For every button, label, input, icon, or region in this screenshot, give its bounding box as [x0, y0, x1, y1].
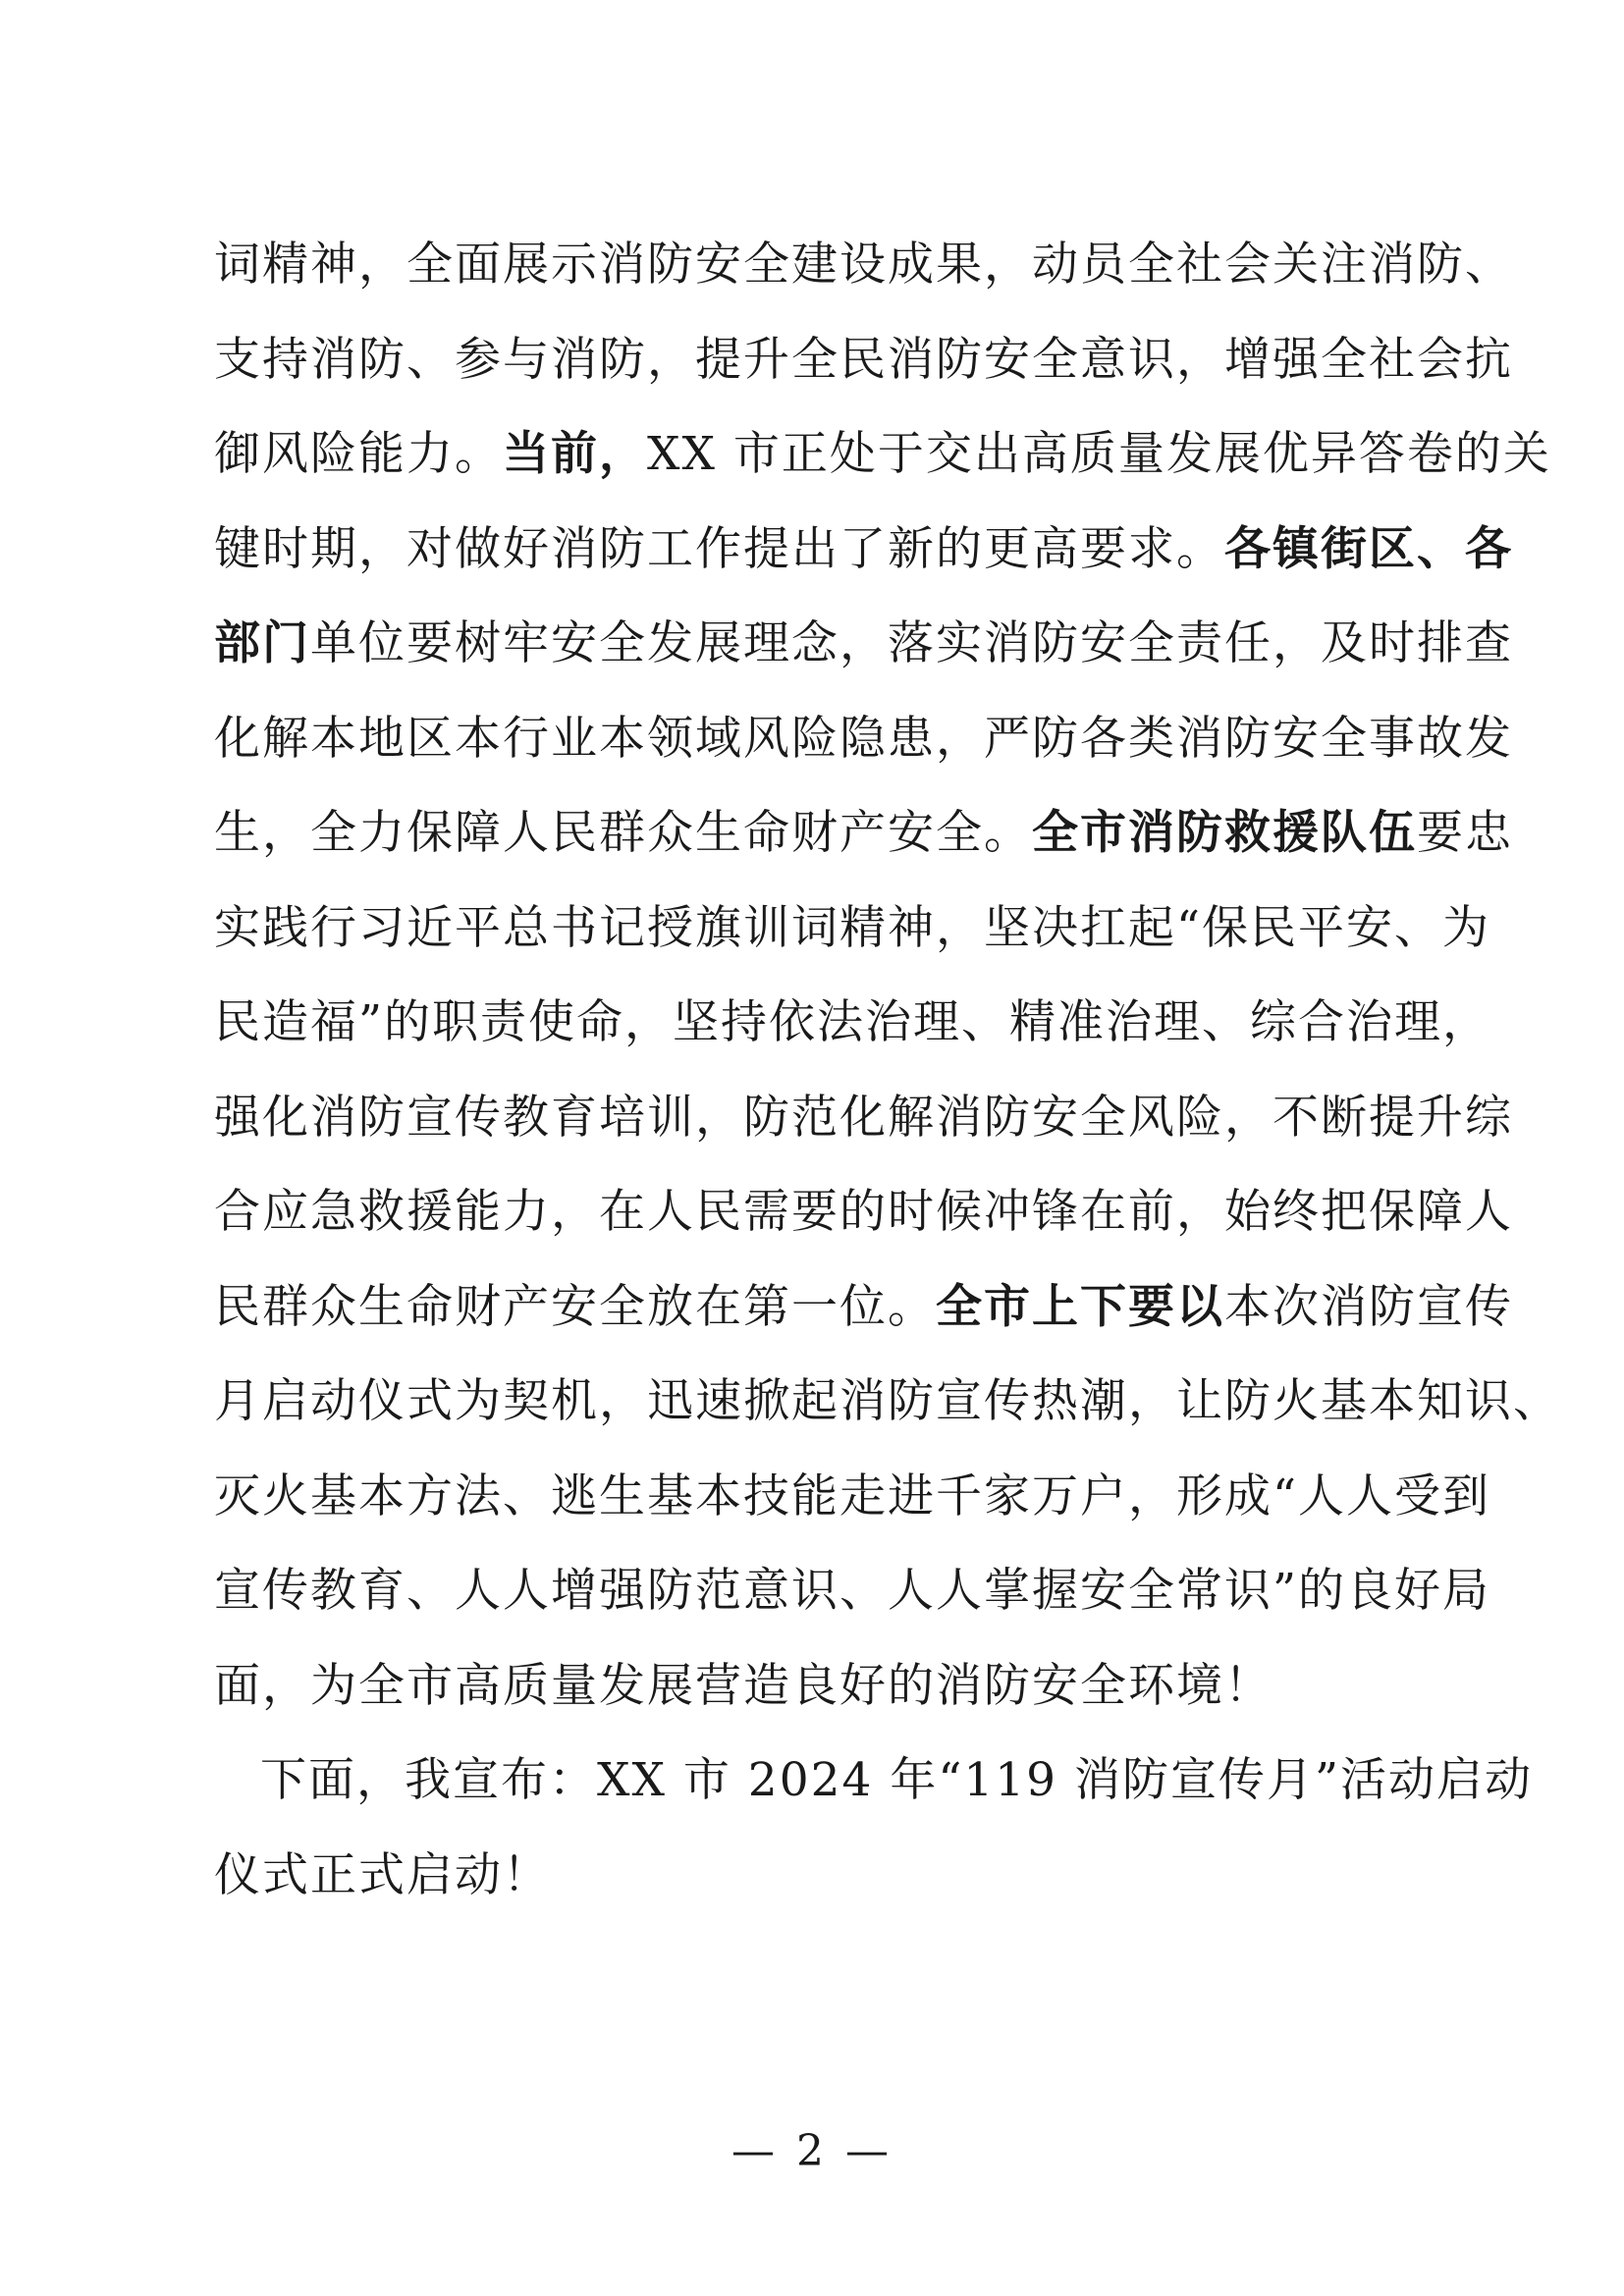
text-segment: 键时期，对做好消防工作提出了新的更高要求。 [214, 521, 1224, 576]
text-line [214, 503, 1513, 598]
text-segment: 本次消防宣传 [1224, 1279, 1513, 1334]
text-line [214, 218, 1513, 313]
text-line [214, 1829, 1432, 1924]
text-line [214, 1165, 1513, 1260]
bold-text-segment: 当前， [503, 427, 647, 481]
text-segment: XX 市正处于交出高质量发展优异答卷的关 [647, 427, 1551, 481]
bold-text-segment: 全市消防救援队伍 [1032, 806, 1417, 860]
bold-text-segment: 部门 [214, 616, 310, 670]
text-line [214, 1544, 1491, 1639]
text-segment: 单位要树牢安全发展理念，落实消防安全责任，及时排查 [310, 616, 1513, 670]
text-line [214, 1639, 1432, 1735]
text-line [214, 313, 1513, 408]
text-segment: 合应急救援能力，在人民需要的时候冲锋在前，始终把保障人 [214, 1185, 1513, 1239]
text-line [214, 976, 1491, 1071]
text-segment: 民造福”的职责使命，坚持依法治理、精准治理、综合治理， [214, 995, 1491, 1049]
text-segment: 御风险能力。 [214, 427, 503, 481]
text-segment: 下面，我宣布：XX 市 2024 年“119 消防宣传月”活动启动 [260, 1753, 1534, 1807]
text-segment: 词精神，全面展示消防安全建设成果，动员全社会关注消防、 [214, 238, 1513, 292]
text-segment: 化解本地区本行业本领域风险隐患，严防各类消防安全事故发 [214, 711, 1513, 766]
document-body [214, 218, 1561, 1923]
text-line [214, 597, 1513, 692]
text-segment: 要忠 [1417, 806, 1513, 860]
text-line [214, 407, 1551, 503]
text-line [214, 692, 1513, 787]
text-segment: 民群众生命财产安全放在第一位。 [214, 1279, 936, 1334]
text-line [214, 1734, 1534, 1829]
text-segment: 支持消防、参与消防，提升全民消防安全意识，增强全社会抗 [214, 332, 1513, 387]
text-segment: 强化消防宣传教育培训，防范化解消防安全风险，不断提升综 [214, 1090, 1513, 1145]
text-line [214, 786, 1513, 881]
page-number: — 2 — [731, 2126, 893, 2176]
text-segment: 月启动仪式为契机，迅速掀起消防宣传热潮，让防火基本知识、 [214, 1374, 1561, 1428]
text-line [214, 1260, 1513, 1356]
text-segment: 生，全力保障人民群众生命财产安全。 [214, 806, 1032, 860]
text-line [214, 1355, 1561, 1450]
text-segment: 仪式正式启动！ [214, 1847, 551, 1902]
bold-text-segment: 全市上下要以 [936, 1279, 1224, 1334]
text-segment: 面，为全市高质量发展营造良好的消防安全环境！ [214, 1658, 1272, 1713]
text-line [214, 881, 1491, 977]
text-line [214, 1071, 1513, 1166]
text-line [214, 1450, 1491, 1545]
text-segment: 实践行习近平总书记授旗训词精神，坚决扛起“保民平安、为 [214, 900, 1491, 955]
bold-text-segment: 各镇街区、各 [1224, 521, 1513, 576]
text-segment: 灭火基本方法、逃生基本技能走进千家万户，形成“人人受到 [214, 1468, 1491, 1523]
text-segment: 宣传教育、人人增强防范意识、人人掌握安全常识”的良好局 [214, 1564, 1491, 1618]
